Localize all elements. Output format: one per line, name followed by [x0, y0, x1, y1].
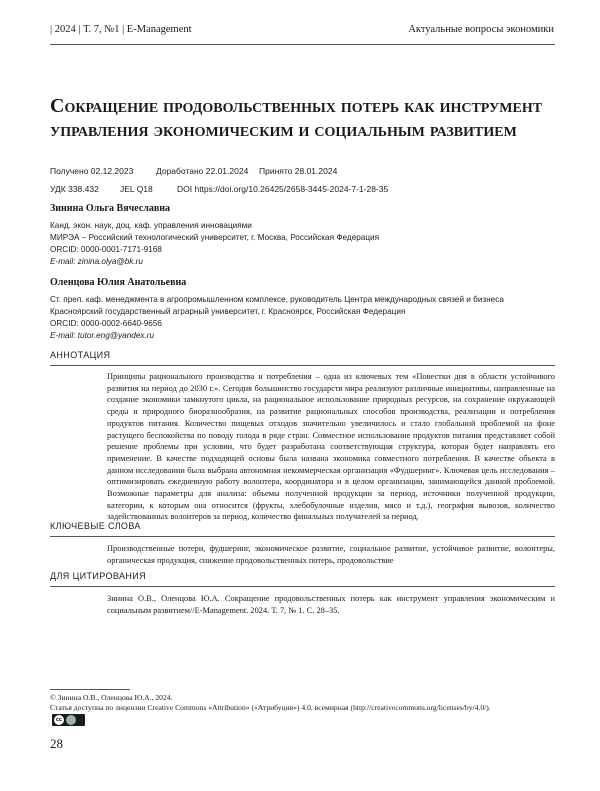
section-divider — [50, 365, 555, 366]
author-affiliation — [50, 220, 560, 268]
header-divider — [50, 44, 555, 45]
author-name: Оленцова Юлия Анатольевна — [50, 277, 187, 288]
article-title: Сокращение продовольственных потерь как инструмент управления экономическим и социальным развитием — [50, 95, 543, 141]
cc-logo-icon: cc — [55, 717, 63, 723]
revised-date: Доработано 22.01.2024 — [156, 166, 249, 176]
page-number: 28 — [50, 736, 63, 751]
running-header-section: Актуальные вопросы экономики — [408, 24, 554, 35]
received-date: Получено 02.12.2023 — [50, 166, 134, 176]
author-email[interactable]: E-mail: zinina.olya@bk.ru — [50, 257, 143, 266]
license-note: Статья доступна по лицензии Creative Commons «Attribution» («Атрибуция») 4.0. всемирная (http://creativecommons.org/licenses/by/4.0/). — [50, 703, 491, 712]
author-position: Ст. преп. каф. менеджмента в агропромышленном комплексе, руководитель Центра международных связей и бизнеса — [50, 295, 504, 304]
udk-code: УДК 338.432 — [50, 184, 99, 194]
copyright-note: © Зинина О.В., Оленцова Ю.А., 2024. — [50, 693, 173, 702]
citation-text: Зинина О.В., Оленцова Ю.А. Сокращение продовольственных потерь как инструмент управления экономическим и социальным развитием//E-Management. 2024. Т. 7, № 1. С. 28–35. — [107, 594, 555, 615]
author-orcid[interactable]: ORCID: 0000-0002-6640-9656 — [50, 319, 162, 328]
footnote-divider — [50, 689, 130, 690]
author-institution: Красноярский государственный аграрный университет, г. Красноярск, Российская Федерация — [50, 307, 406, 316]
keywords-text: Производственные потери, фудшеринг, экономическое развитие, социальное развитие, устойчивое развитие, волонтеры, органическая продукция, снижение продовольственных потерь, продовольствие — [107, 544, 555, 565]
cc-by-license-icon[interactable] — [52, 714, 85, 726]
section-divider — [50, 586, 555, 587]
doi-link[interactable]: DOI https://doi.org/10.26425/2658-3445-2024-7-1-28-35 — [177, 184, 389, 194]
author-affiliation — [50, 294, 560, 342]
abstract-text: Принципы рационального производства и потребления – одна из ключевых тем «Повестки дня в области устойчивого развития на период до 2030 г.». Сегодня большинство государств мира реализуют различные инициативы, направленные на создание экономики замкнутого цикла, на рациональное использование природных ресурсов, на сохранение окружающей среды и природного биоразнообразия, на развитие рациональных способов производства, реализации и потребления продуктов питания. Количество пищевых отходов значительно увеличилось и стало глобальной проблемой на фоне растущего беспокойства по поводу голода в ряде стран. Совместное использование продуктов питания представляет собой решение проблемы при условии, что будет разработана соответствующая структура, которая будет направлять его применение. В качестве подходящей основы была названа экономика совместного потребления. В качестве объекта в данном исследовании была выбрана автономная некоммерческая организация «Фудшеринг». Ключевая цель исследования – оптимизировать ежедневную работу волонтера, координатора и в целом организации, занимающейся данной проблемой. Возможные параметры для анализа: объемы полученной продукции за период, источники полученной продукции, категории, к которым она относится (фрукты, хлебобулочные изделия, мясо и т.д.), география вывозов, количество задействованных волонтеров за период, количество финальных получателей за период. — [107, 372, 555, 522]
annotation-heading: АННОТАЦИЯ — [50, 350, 111, 360]
author-orcid[interactable]: ORCID: 0000-0001-7171-9168 — [50, 245, 162, 254]
section-divider — [50, 536, 555, 537]
author-email[interactable]: E-mail: tutor.eng@yandex.ru — [50, 331, 155, 340]
author-name: Зинина Ольга Вячеславна — [50, 203, 171, 214]
author-institution: МИРЭА – Российский технологический университет, г. Москва, Российская Федерация — [50, 233, 380, 242]
accepted-date: Принято 28.01.2024 — [259, 166, 338, 176]
citation-heading: ДЛЯ ЦИТИРОВАНИЯ — [50, 571, 147, 581]
keywords-heading: КЛЮЧЕВЫЕ СЛОВА — [50, 521, 141, 531]
author-position: Канд. экон. наук, доц. каф. управления инновациями — [50, 221, 252, 230]
attribution-person-icon — [66, 715, 76, 725]
running-header-journal: | 2024 | Т. 7, №1 | E-Management — [50, 24, 192, 35]
jel-code: JEL Q18 — [120, 184, 153, 194]
